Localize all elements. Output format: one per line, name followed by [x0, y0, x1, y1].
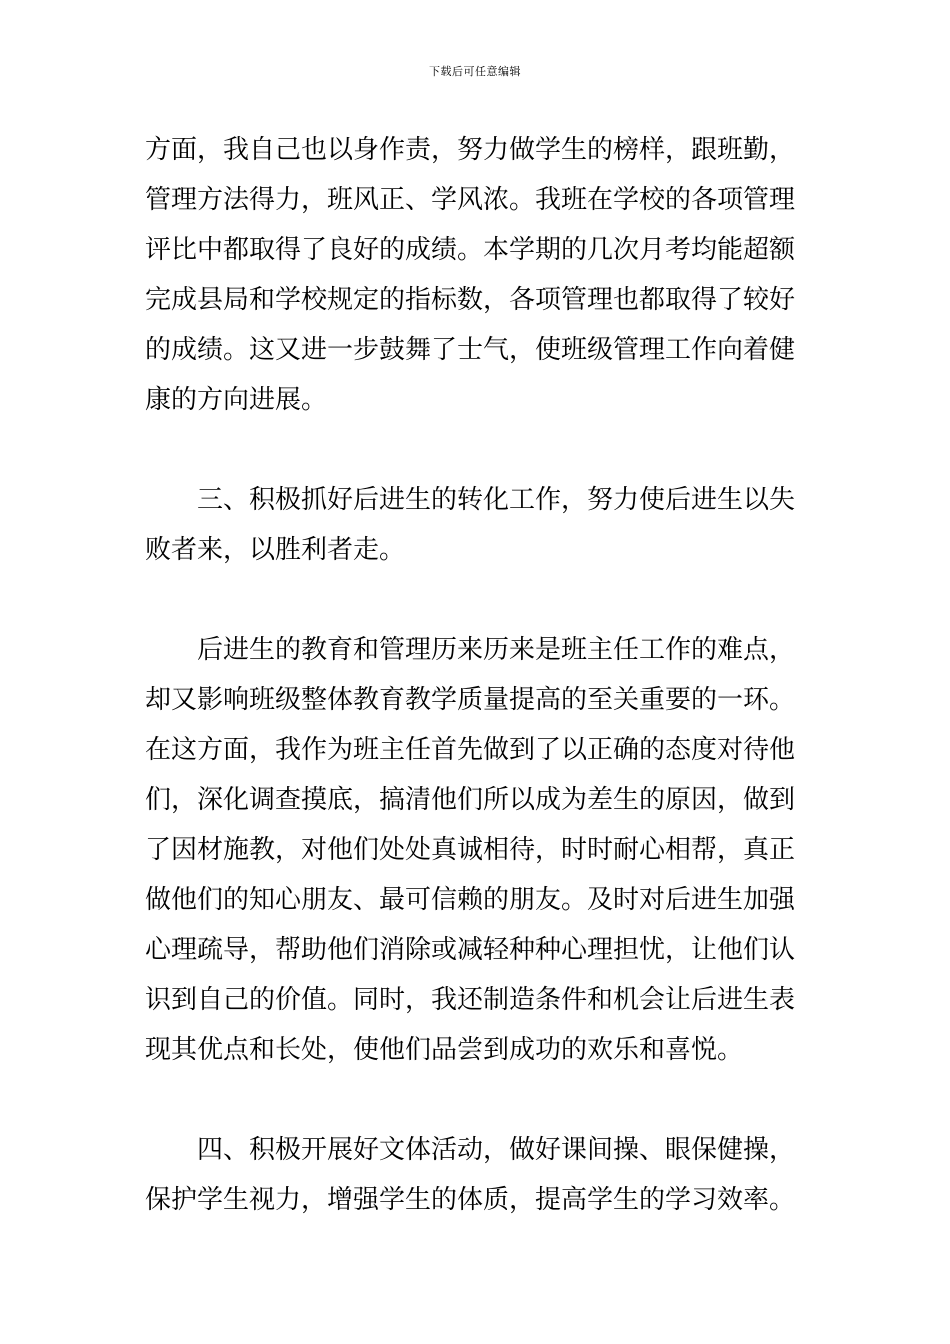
text-line: 了因材施教，对他们处处真诚相待，时时耐心相帮，真正	[145, 835, 796, 865]
section-heading-three	[145, 475, 807, 575]
section-heading-four	[145, 1125, 807, 1225]
text-line: 败者来，以胜利者走。	[145, 535, 406, 565]
text-line: 后进生的教育和管理历来历来是班主任工作的难点，	[145, 635, 796, 665]
text-line: 现其优点和长处，使他们品尝到成功的欢乐和喜悦。	[145, 1035, 744, 1065]
text-line: 完成县局和学校规定的指标数，各项管理也都取得了较好	[145, 285, 796, 315]
text-line: 们，深化调查摸底，搞清他们所以成为差生的原因，做到	[145, 785, 796, 815]
text-line: 管理方法得力，班风正、学风浓。我班在学校的各项管理	[145, 185, 796, 215]
paragraph-underachievers	[145, 625, 807, 1075]
text-line: 评比中都取得了良好的成绩。本学期的几次月考均能超额	[145, 235, 796, 265]
text-line: 识到自己的价值。同时，我还制造条件和机会让后进生表	[145, 985, 796, 1015]
text-line: 四、积极开展好文体活动，做好课间操、眼保健操，	[145, 1135, 796, 1165]
paragraph-gap	[145, 425, 807, 475]
text-line: 保护学生视力，增强学生的体质，提高学生的学习效率。	[145, 1185, 796, 1215]
page-header: 下载后可任意编辑	[429, 65, 521, 78]
text-line: 康的方向进展。	[145, 385, 328, 415]
paragraph-gap	[145, 575, 807, 625]
text-line: 做他们的知心朋友、最可信赖的朋友。及时对后进生加强	[145, 885, 796, 915]
text-line: 在这方面，我作为班主任首先做到了以正确的态度对待他	[145, 735, 796, 765]
text-line: 心理疏导，帮助他们消除或减轻种种心理担忧，让他们认	[145, 935, 796, 965]
text-line: 三、积极抓好后进生的转化工作，努力使后进生以失	[145, 485, 796, 515]
document-body	[145, 125, 807, 1225]
text-line: 却又影响班级整体教育教学质量提高的至关重要的一环。	[145, 685, 796, 715]
paragraph-gap	[145, 1075, 807, 1125]
text-line: 方面，我自己也以身作责，努力做学生的榜样，跟班勤，	[145, 135, 796, 165]
text-line: 的成绩。这又进一步鼓舞了士气，使班级管理工作向着健	[145, 335, 796, 365]
paragraph-class-management	[145, 125, 807, 425]
